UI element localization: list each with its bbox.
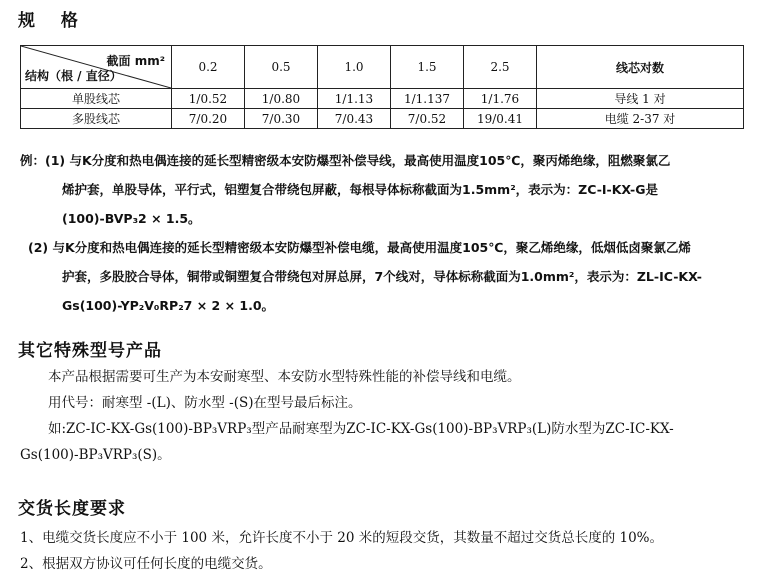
- table-cell: 1/0.52: [172, 89, 245, 109]
- table-cell: 1/1.13: [318, 89, 391, 109]
- corner-header-cell: [21, 46, 172, 89]
- pairs-header: 线芯对数: [537, 46, 744, 89]
- example-1-line-3: (100)-BVP₃2 × 1.5。: [62, 211, 201, 226]
- table-cell: 1/0.80: [245, 89, 318, 109]
- size-header: 0.5: [245, 46, 318, 89]
- example-1-line-2: 烯护套，单股导体，平行式，铝塑复合带绕包屏蔽，每根导体标称截面为1.5mm²，表示为：ZC-I-KX-G是: [62, 182, 658, 197]
- special-paragraph-1: 本产品根据需要可生产为本安耐寒型、本安防水型特殊性能的补偿导线和电缆。: [48, 369, 521, 385]
- special-paragraph-3-line-2: Gs(100)-BP₃VRP₃(S)。: [20, 447, 171, 463]
- pairs-cell: 导线 1 对: [537, 89, 744, 109]
- delivery-item-1: 1、电缆交货长度应不小于 100 米，允许长度不小于 20 米的短段交货，其数量不超过交货总长度的 10%。: [20, 530, 663, 546]
- special-paragraph-3-line-1: 如:ZC-IC-KX-Gs(100)-BP₃VRP₃型产品耐寒型为ZC-IC-KX-Gs(100)-BP₃VRP₃(L)防水型为ZC-IC-KX-: [48, 421, 674, 437]
- structure-header-label: 结构（根 / 直径）: [25, 69, 122, 83]
- delivery-item-2: 2、根据双方协议可任何长度的电缆交货。: [20, 556, 272, 572]
- table-cell: 7/0.52: [391, 109, 464, 129]
- table-row: [21, 109, 744, 129]
- size-header: 1.5: [391, 46, 464, 89]
- table-cell: 1/1.137: [391, 89, 464, 109]
- spec-heading: 规 格: [18, 11, 88, 31]
- table-cell: 7/0.43: [318, 109, 391, 129]
- example-2-line-1: (2) 与K分度和热电偶连接的延长型精密级本安防爆型补偿电缆，最高使用温度105℃，聚乙烯绝缘，低烟低卤聚氯乙烯: [28, 240, 691, 255]
- table-cell: 7/0.30: [245, 109, 318, 129]
- size-header: 2.5: [464, 46, 537, 89]
- size-header: 1.0: [318, 46, 391, 89]
- example-1-line-1: 例：(1) 与K分度和热电偶连接的延长型精密级本安防爆型补偿导线，最高使用温度105℃，聚丙烯绝缘，阻燃聚氯乙: [20, 153, 671, 168]
- table-cell: 7/0.20: [172, 109, 245, 129]
- delivery-block: [20, 525, 746, 577]
- example-2-line-2: 护套，多股胶合导体，铜带或铜塑复合带绕包对屏总屏，7个线对，导体标称截面为1.0mm²，表示为：ZL-IC-KX-: [62, 269, 702, 284]
- table-row: [21, 89, 744, 109]
- section-header-label: 截面 mm²: [106, 54, 165, 68]
- delivery-heading: 交货长度要求: [18, 499, 126, 519]
- table-cell: 19/0.41: [464, 109, 537, 129]
- special-paragraph-2: 用代号：耐寒型 -(L)、防水型 -(S)在型号最后标注。: [48, 395, 362, 411]
- special-heading: 其它特殊型号产品: [18, 341, 162, 361]
- table-cell: 1/1.76: [464, 89, 537, 109]
- size-header: 0.2: [172, 46, 245, 89]
- example-2-line-3: Gs(100)-YP₂V₀RP₂7 × 2 × 1.0。: [62, 298, 275, 313]
- pairs-cell: 电缆 2-37 对: [537, 109, 744, 129]
- spec-table: [20, 45, 744, 129]
- special-block: [20, 364, 746, 468]
- row-label: 多股线芯: [21, 109, 172, 129]
- table-header-row: [21, 46, 744, 89]
- examples-block: [20, 146, 746, 320]
- row-label: 单股线芯: [21, 89, 172, 109]
